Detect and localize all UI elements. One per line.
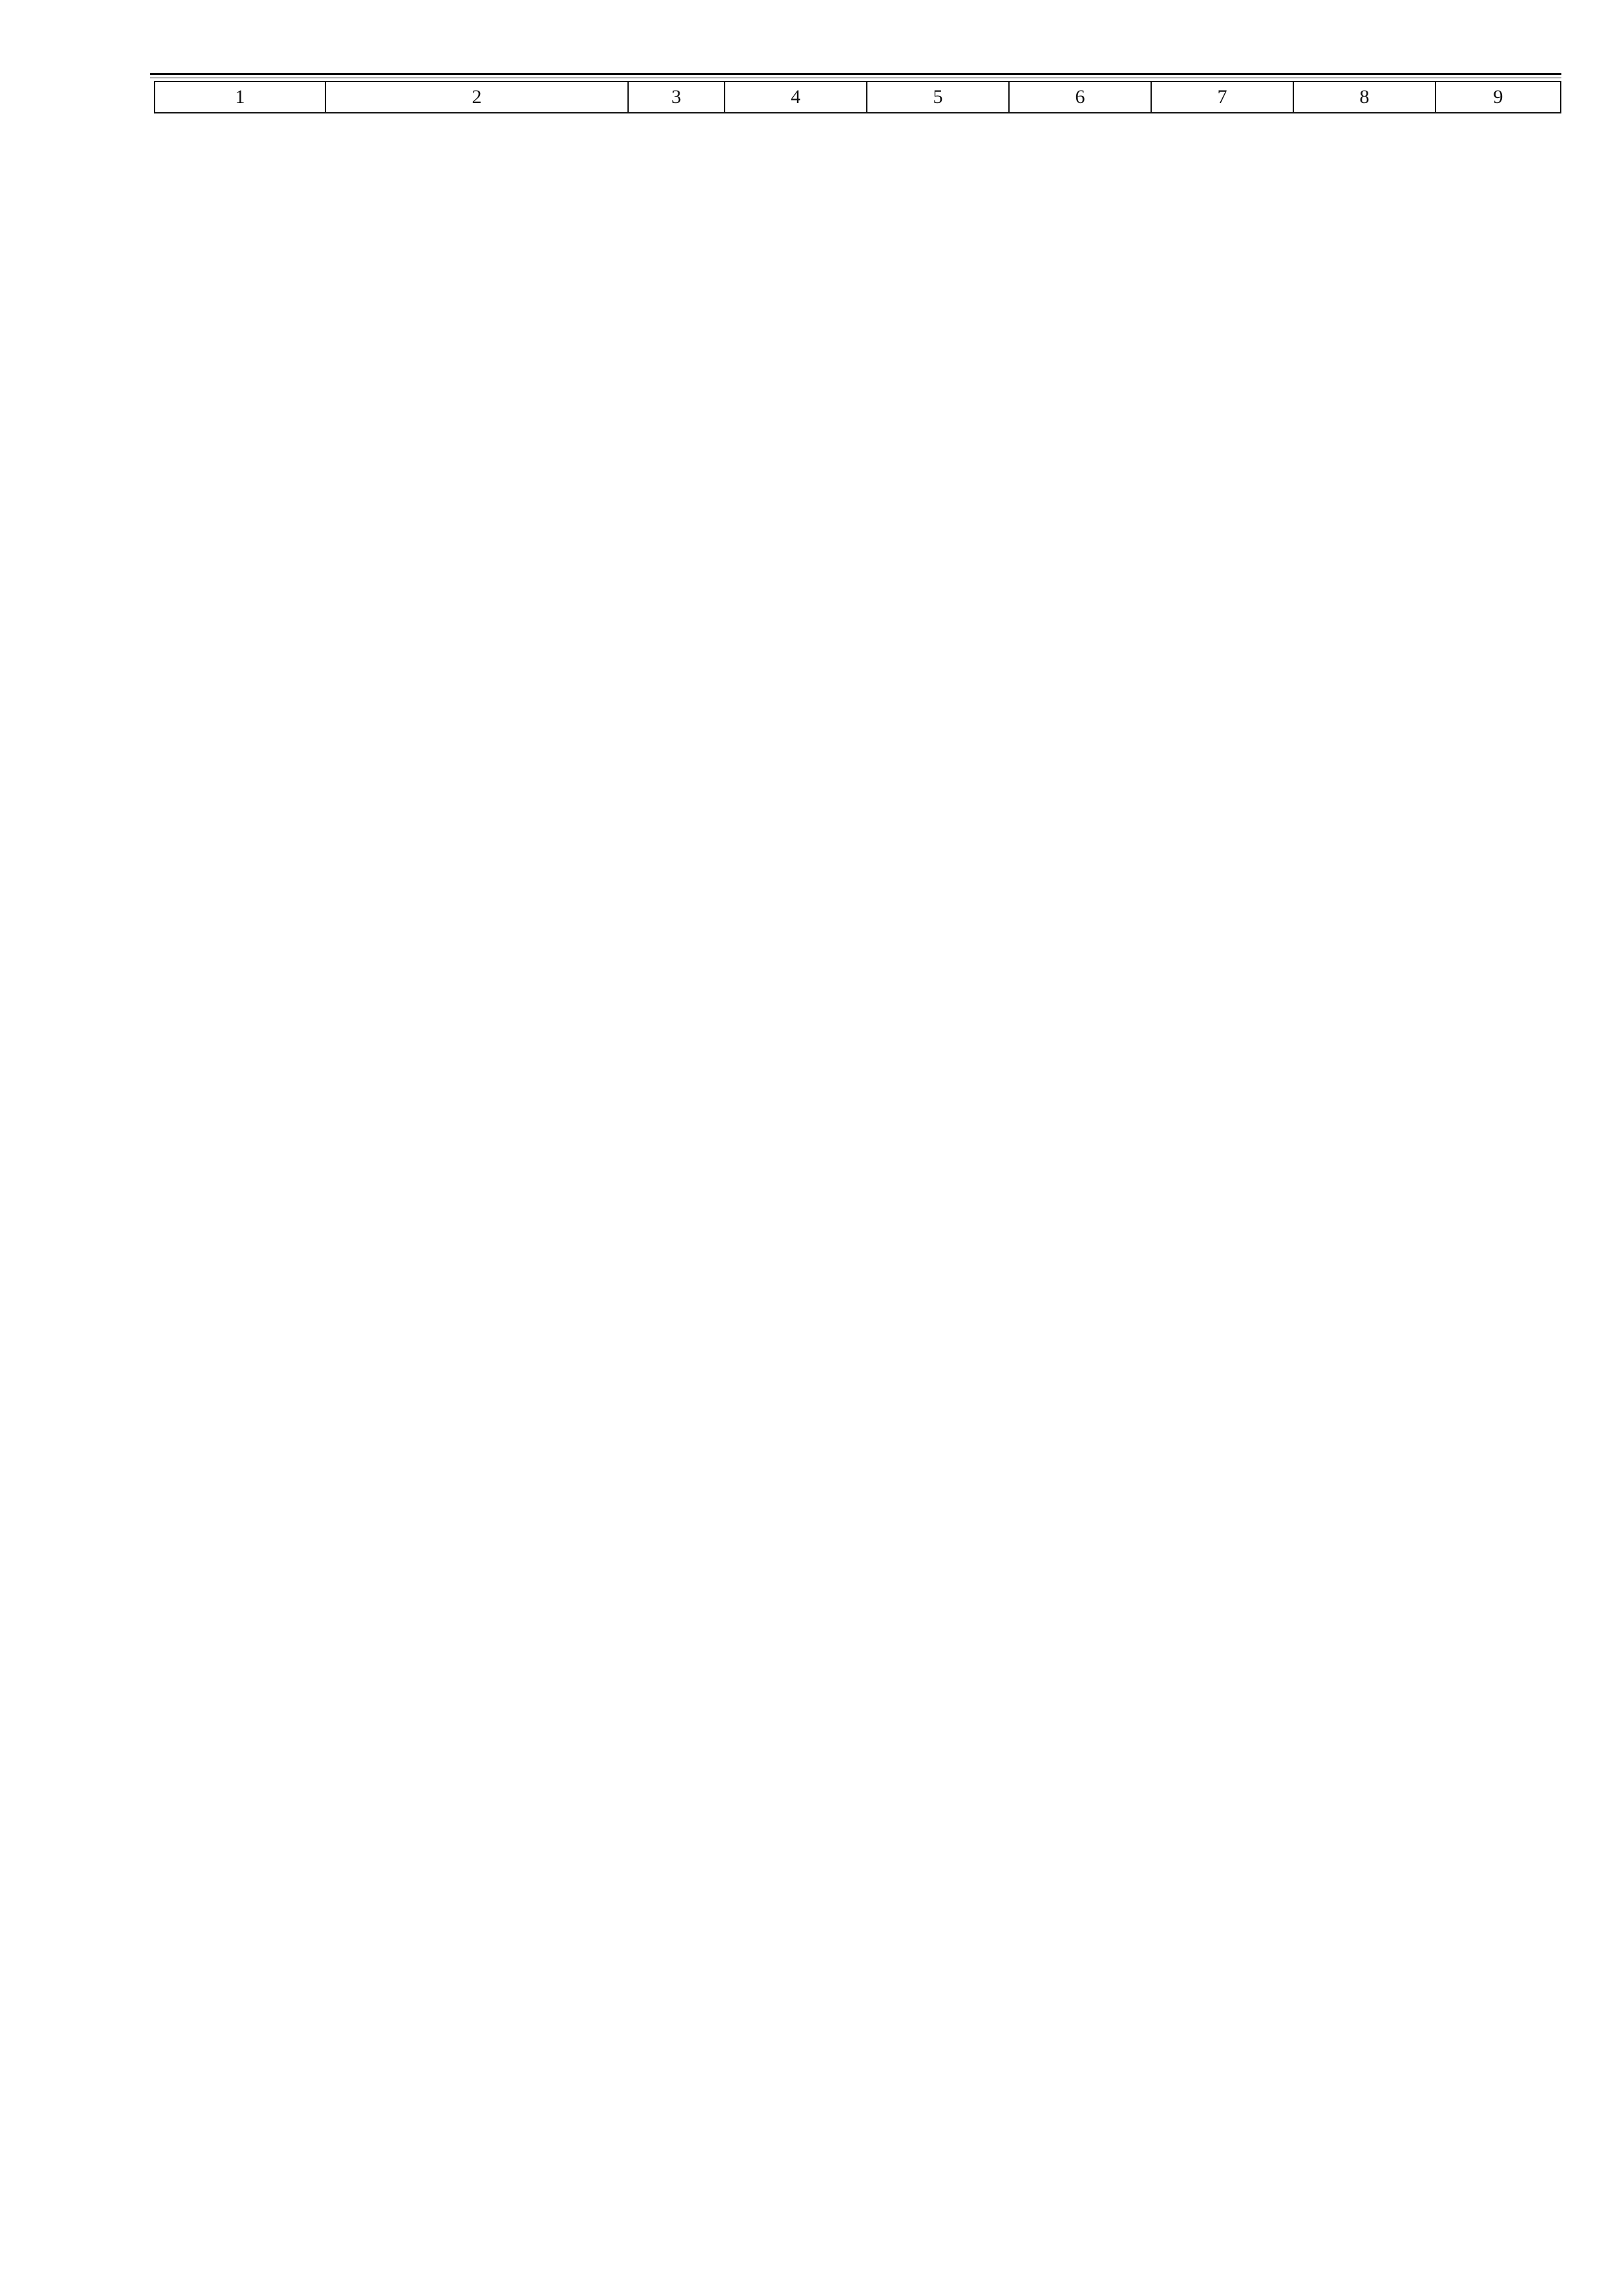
price-table — [154, 81, 1561, 113]
column-number: 2 — [325, 82, 628, 113]
column-number: 3 — [628, 82, 725, 113]
price-table-wrapper — [154, 81, 1560, 113]
column-number: 1 — [155, 82, 325, 113]
column-number: 5 — [867, 82, 1009, 113]
column-number-row — [155, 82, 1561, 113]
column-number: 7 — [1151, 82, 1293, 113]
column-number: 9 — [1436, 82, 1561, 113]
column-number: 4 — [725, 82, 867, 113]
column-number: 8 — [1293, 82, 1436, 113]
column-number: 6 — [1009, 82, 1151, 113]
header-rule — [150, 73, 1561, 78]
